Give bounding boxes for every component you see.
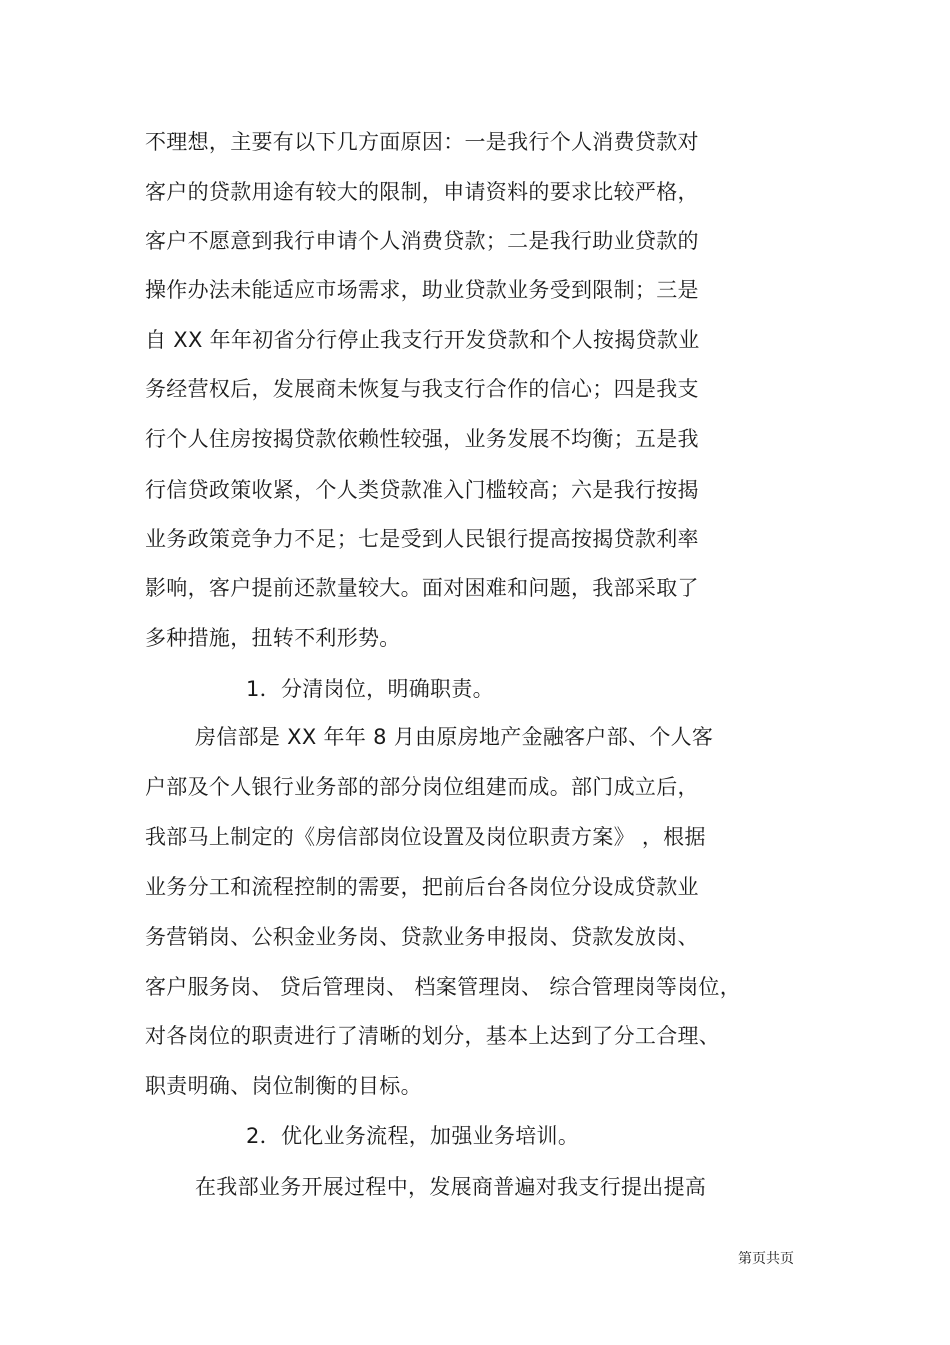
page-footer: 第页共页 — [738, 1251, 794, 1267]
body-text-line: 客户的贷款用途有较大的限制，申请资料的要求比较严格， — [145, 180, 699, 204]
body-text-line: 户部及个人银行业务部的部分岗位组建而成。部门成立后， — [145, 775, 699, 799]
body-text-line: 房信部是 XX 年年 8 月由原房地产金融客户部、个人客 — [195, 725, 714, 749]
body-text-line: 自 XX 年年初省分行停止我支行开发贷款和个人按揭贷款业 — [145, 328, 700, 352]
body-text-line: 行信贷政策收紧，个人类贷款准入门槛较高；六是我行按揭 — [145, 478, 699, 502]
body-text-line: 不理想，主要有以下几方面原因：一是我行个人消费贷款对 — [145, 130, 699, 154]
body-text-line: 影响，客户提前还款量较大。面对困难和问题，我部采取了 — [145, 576, 699, 600]
section-heading: 2．优化业务流程，加强业务培训。 — [246, 1124, 580, 1148]
body-text-line: 职责明确、岗位制衡的目标。 — [145, 1074, 422, 1098]
body-text-line: 客户不愿意到我行申请个人消费贷款；二是我行助业贷款的 — [145, 229, 699, 253]
body-text-line: 务营销岗、公积金业务岗、贷款业务申报岗、贷款发放岗、 — [145, 925, 699, 949]
body-text-line: 业务政策竞争力不足；七是受到人民银行提高按揭贷款利率 — [145, 527, 699, 551]
body-text-line: 客户服务岗、 贷后管理岗、 档案管理岗、 综合管理岗等岗位， — [145, 975, 742, 999]
body-text-line: 操作办法未能适应市场需求，助业贷款业务受到限制；三是 — [145, 278, 699, 302]
section-heading: 1．分清岗位，明确职责。 — [246, 677, 494, 701]
body-text-line: 业务分工和流程控制的需要，把前后台各岗位分设成贷款业 — [145, 875, 699, 899]
body-text-line: 我部马上制定的《房信部岗位设置及岗位职责方案》 ，根据 — [145, 825, 706, 849]
body-text-line: 在我部业务开展过程中，发展商普遍对我支行提出提高 — [195, 1175, 707, 1199]
body-text-line: 多种措施，扭转不利形势。 — [145, 626, 401, 650]
body-text-line: 行个人住房按揭贷款依赖性较强，业务发展不均衡；五是我 — [145, 427, 699, 451]
body-text-line: 务经营权后，发展商未恢复与我支行合作的信心；四是我支 — [145, 377, 699, 401]
body-text-line: 对各岗位的职责进行了清晰的划分，基本上达到了分工合理、 — [145, 1024, 721, 1048]
